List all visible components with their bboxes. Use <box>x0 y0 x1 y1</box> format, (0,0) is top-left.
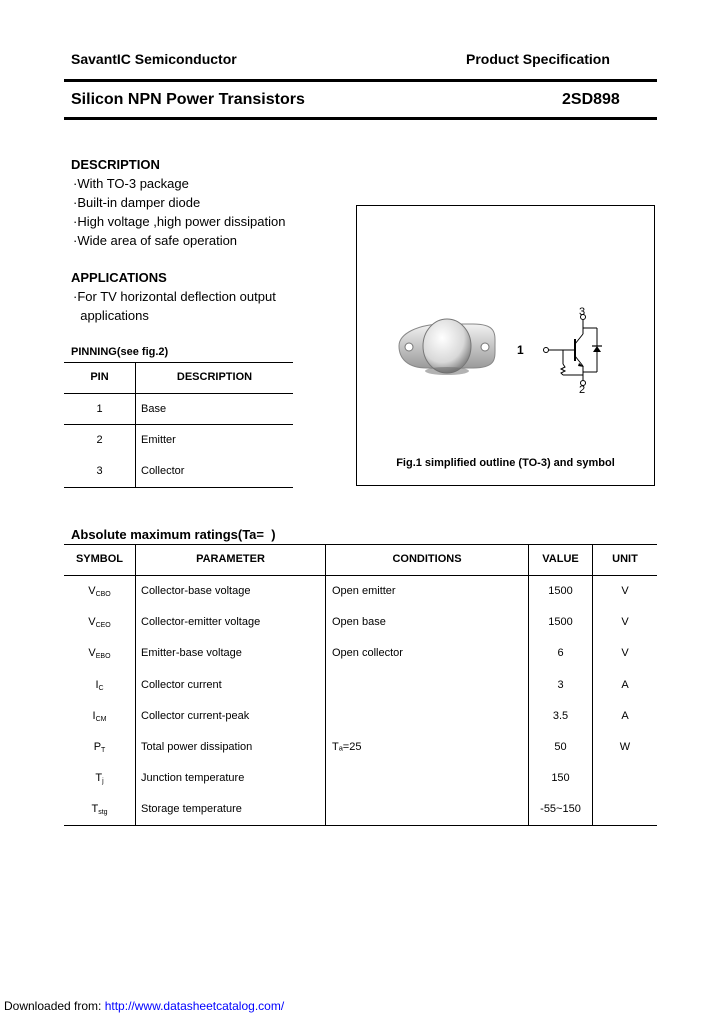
pin-description: Emitter <box>141 434 176 446</box>
rating-symbol-main: I <box>95 679 99 691</box>
rating-symbol-main: T <box>95 772 103 784</box>
ratings-title: Absolute maximum ratings(Ta= ) <box>71 527 276 542</box>
rating-parameter: Total power dissipation <box>141 741 253 753</box>
figure-caption: Fig.1 simplified outline (TO-3) and symbol <box>396 457 615 469</box>
description-item: ·Wide area of safe operation <box>73 233 238 248</box>
pin-number: 2 <box>96 434 103 446</box>
rating-unit: W <box>619 741 631 753</box>
rating-symbol-sub: T <box>101 747 106 754</box>
rating-symbol <box>64 616 135 629</box>
rating-value: 3.5 <box>552 710 569 722</box>
rating-symbol <box>64 803 135 816</box>
symbol-header: SYMBOL <box>75 553 124 565</box>
footer-link[interactable]: http://www.datasheetcatalog.com/ <box>104 999 285 1013</box>
rating-symbol-main: V <box>88 616 96 628</box>
rating-value: 50 <box>554 741 567 753</box>
pin-label-2: 2 <box>579 384 586 396</box>
rating-symbol-main: P <box>93 741 102 753</box>
rating-value: 1500 <box>548 616 573 628</box>
rating-symbol-sub: CBO <box>95 591 111 598</box>
rating-parameter: Collector-base voltage <box>141 585 251 597</box>
rating-parameter: Storage temperature <box>141 803 242 815</box>
product-line: Silicon NPN Power Transistors <box>71 91 305 108</box>
pinning-title: PINNING(see fig.2) <box>71 346 169 358</box>
rating-symbol-main: V <box>88 585 96 597</box>
rating-symbol <box>64 585 135 598</box>
pin-description: Base <box>141 403 167 415</box>
pin-label-3: 3 <box>579 306 586 318</box>
rating-symbol-sub: EBO <box>95 653 111 660</box>
rating-parameter: Emitter-base voltage <box>141 647 242 659</box>
part-number: 2SD898 <box>562 91 620 108</box>
rating-unit: V <box>621 647 629 659</box>
pin-description: Collector <box>141 465 185 477</box>
description-item: ·High voltage ,high power dissipation <box>73 214 286 229</box>
rating-symbol-main: T <box>91 803 99 815</box>
applications-item: applications <box>73 308 149 323</box>
rating-value: 6 <box>557 647 564 659</box>
rating-symbol-sub: stg <box>98 809 108 816</box>
value-header: VALUE <box>542 553 579 565</box>
footer <box>4 999 284 1013</box>
header-rule <box>64 79 657 82</box>
rating-parameter: Collector current <box>141 679 222 691</box>
rating-symbol-sub: CM <box>95 716 107 723</box>
description-item: ·With TO-3 package <box>73 176 189 191</box>
rating-condition: Tₐ=25 <box>332 741 362 753</box>
applications-item: ·For TV horizontal deflection output <box>73 289 276 304</box>
conditions-header: CONDITIONS <box>392 553 462 565</box>
rating-unit: V <box>621 585 629 597</box>
applications-title: APPLICATIONS <box>71 270 167 285</box>
rating-value: -55~150 <box>540 803 581 815</box>
rating-condition: Open collector <box>332 647 403 659</box>
doc-type: Product Specification <box>466 51 610 67</box>
rating-value: 3 <box>557 679 564 691</box>
rating-unit: V <box>621 616 629 628</box>
rating-symbol-main: V <box>88 647 96 659</box>
pin-header: PIN <box>90 371 109 383</box>
rating-symbol-sub: C <box>98 685 104 692</box>
figure-box <box>356 205 655 486</box>
rating-symbol <box>64 710 135 723</box>
rating-symbol-sub: j <box>102 778 104 785</box>
rating-symbol <box>64 647 135 660</box>
rating-parameter: Junction temperature <box>141 772 245 784</box>
pin-number: 1 <box>96 403 103 415</box>
pin-number: 3 <box>96 465 103 477</box>
rating-condition: Open emitter <box>332 585 396 597</box>
rating-parameter: Collector current-peak <box>141 710 250 722</box>
unit-header: UNIT <box>612 553 638 565</box>
rating-symbol <box>64 741 135 754</box>
rating-symbol-sub: CEO <box>95 622 111 629</box>
rating-unit: A <box>621 710 629 722</box>
footer-prefix: Downloaded from: <box>4 999 105 1013</box>
rating-symbol <box>64 679 135 692</box>
rating-symbol <box>64 772 135 785</box>
pin-label-1: 1 <box>517 343 524 357</box>
rating-symbol-main: I <box>92 710 96 722</box>
rating-parameter: Collector-emitter voltage <box>141 616 261 628</box>
rating-value: 1500 <box>548 585 573 597</box>
description-title: DESCRIPTION <box>71 157 160 172</box>
company-name: SavantIC Semiconductor <box>71 51 237 67</box>
rating-value: 150 <box>551 772 570 784</box>
transistor-symbol-icon <box>357 206 654 485</box>
description-item: ·Built-in damper diode <box>73 195 201 210</box>
parameter-header: PARAMETER <box>196 553 265 565</box>
rating-condition: Open base <box>332 616 386 628</box>
title-rule <box>64 117 657 120</box>
pin-description-header: DESCRIPTION <box>176 371 253 383</box>
rating-unit: A <box>621 679 629 691</box>
